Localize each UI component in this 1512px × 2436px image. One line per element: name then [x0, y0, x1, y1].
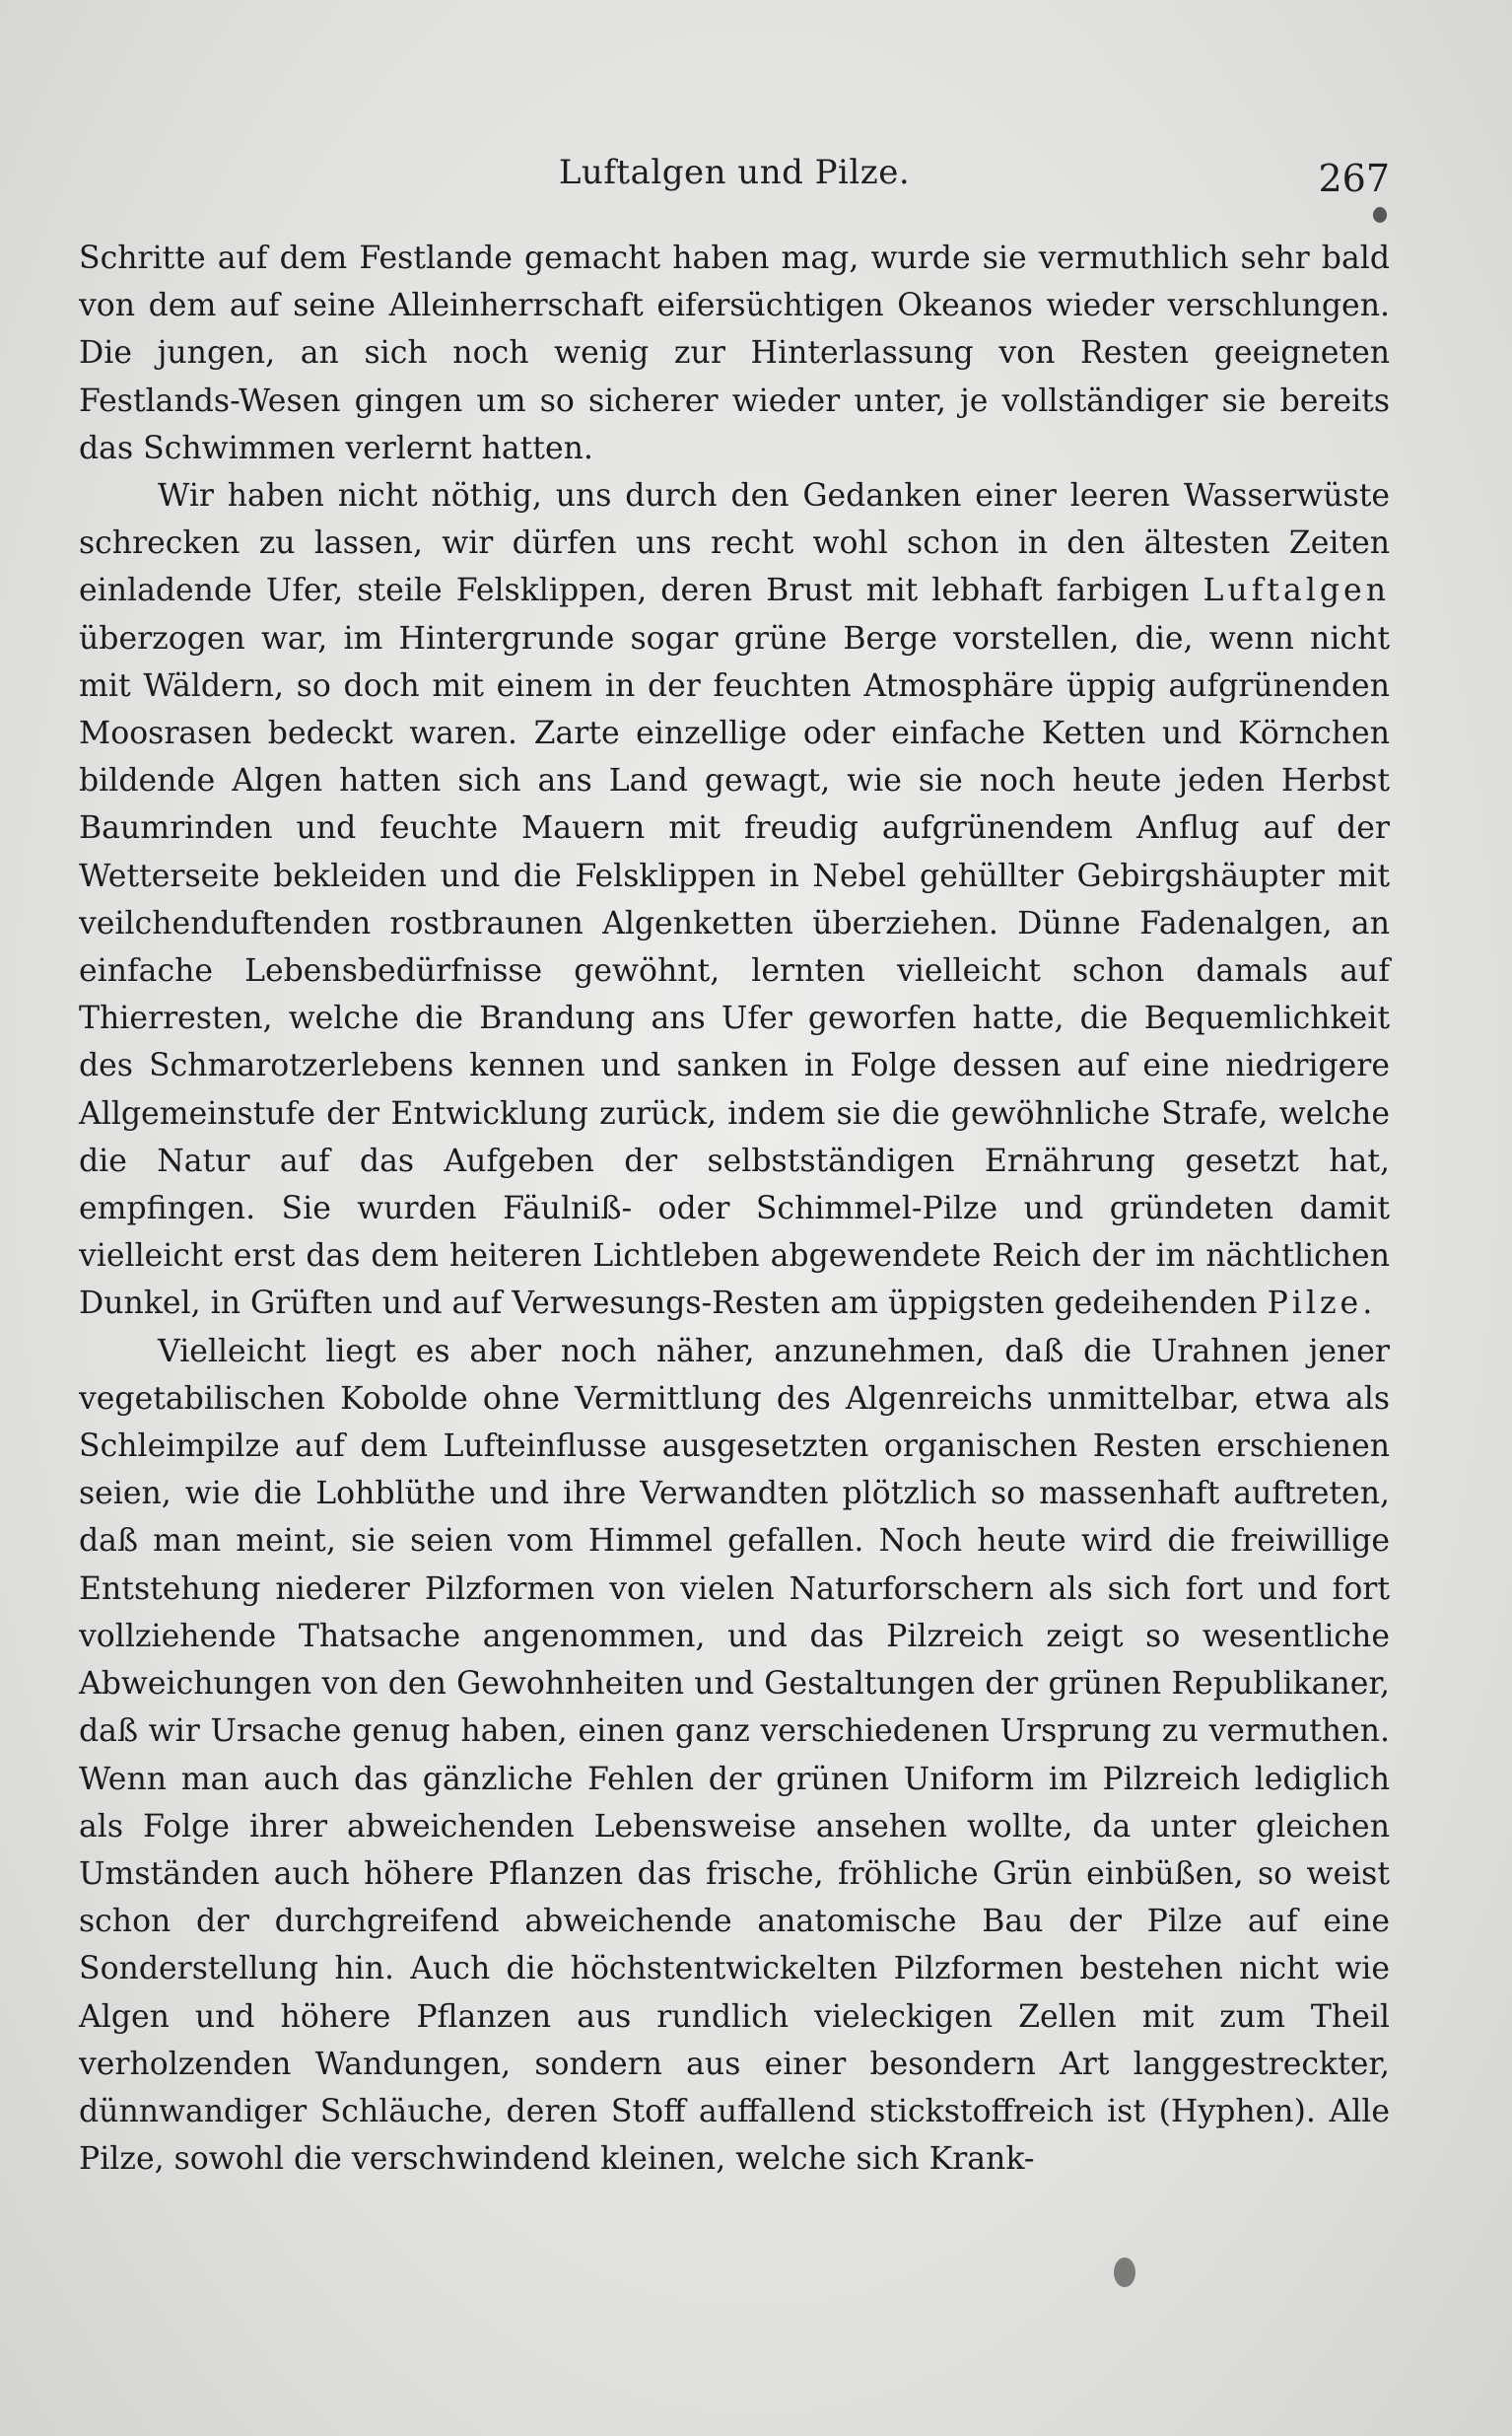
paragraph	[79, 1328, 1390, 2184]
paragraph-text: Schritte auf dem Festlande gemacht haben mag, wurde sie vermuthlich sehr bald von dem auf seine Alleinherrschaft eifersüchtigen Okeanos wieder verschlungen. Die jungen, an sich noch wenig zur Hinterlassung von Resten geeigneten Festlands-Wesen gingen um so sicherer wieder unter, je vollständiger sie bereits das Schwimmen verlernt hatten.	[79, 241, 1390, 466]
paragraph-text: Vielleicht liegt es aber noch näher, anzunehmen, daß die Urahnen jener vegetabilischen Kobolde ohne Vermittlung des Algenreichs unmittelbar, etwa als Schleimpilze auf dem Lufteinflusse ausgesetzten organischen Resten erschienen seien, wie die Lohblüthe und ihre Verwandten plötzlich so massenhaft auftreten, daß man meint, sie seien vom Himmel gefallen. Noch heute wird die freiwillige Entstehung niederer Pilzformen von vielen Naturforschern als sich fort und fort vollziehende Thatsache angenommen, und das Pilzreich zeigt so wesentliche Abweichungen von den Gewohnheiten und Gestaltungen der grünen Republikaner, daß wir Ursache genug haben, einen ganz verschiedenen Ursprung zu vermuthen. Wenn man auch das gänzliche Fehlen der grünen Uniform im Pilzreich lediglich als Folge ihrer abweichenden Lebensweise ansehen wollte, da unter gleichen Umständen auch höhere Pflanzen das frische, fröhliche Grün einbüßen, so weist schon der durchgreifend abweichende anatomische Bau der Pilze auf eine Sonderstellung hin. Auch die höchstentwickelten Pilzformen bestehen nicht wie Algen und höhere Pflanzen aus rundlich vieleckigen Zellen mit zum Theil verholzenden Wandungen, sondern aus einer besondern Art langgestreckter, dünnwandiger Schläuche, deren Stoff auffallend stickstoffreich ist (Hyphen). Alle Pilze, sowohl die verschwindend kleinen, welche sich Krank-	[79, 1333, 1390, 2178]
paragraph-text: überzogen war, im Hintergrunde sogar grüne Berge vorstellen, die, wenn nicht mit Wäldern, so doch mit einem in der feuchten Atmosphäre üppig aufgrünenden Moosrasen bedeckt waren. Zarte einzellige oder einfache Ketten und Körnchen bildende Algen hatten sich ans Land gewagt, wie sie noch heute jeden Herbst Baumrinden und feuchte Mauern mit freudig aufgrünendem Anflug auf der Wetterseite bekleiden und die Felsklippen in Nebel gehüllter Gebirgshäupter mit veilchenduftenden rostbraunen Algenketten überziehen. Dünne Fadenalgen, an einfache Lebensbedürfnisse gewöhnt, lernten vielleicht schon damals auf Thierresten, welche die Brandung ans Ufer geworfen hatte, die Bequemlichkeit des Schmarotzerlebens kennen und sanken in Folge dessen auf eine niedrigere Allgemeinstufe der Entwicklung zurück, indem sie die gewöhnliche Strafe, welche die Natur auf das Aufgeben der selbstständigen Ernährung gesetzt hat, empfingen. Sie wurden Fäulniß- oder Schimmel-Pilze und gründeten damit vielleicht erst das dem heiteren Lichtleben abgewendete Reich der im nächtlichen Dunkel, in Grüften und auf Verwesungs-Resten am üppigsten gedeihenden	[79, 620, 1390, 1322]
emphasized-term: Pilze	[1267, 1286, 1363, 1322]
body-text	[79, 235, 1390, 2183]
emphasized-term: Luftalgen	[1203, 573, 1390, 609]
paragraph-text: Wir haben nicht nöthig, uns durch den Gedanken einer leeren Wasserwüste schrecken zu lassen, wir dürfen uns recht wohl schon in den ältesten Zeiten einladende Ufer, steile Felsklippen, deren Brust mit lebhaft farbigen	[79, 478, 1390, 609]
paragraph	[79, 235, 1390, 472]
ink-speck	[1114, 2258, 1135, 2287]
paragraph-text: .	[1362, 1286, 1373, 1322]
running-title: Luftalgen und Pilze.	[558, 153, 911, 192]
page-number: 267	[1318, 157, 1390, 200]
paragraph	[79, 472, 1390, 1328]
ink-speck	[1373, 207, 1387, 223]
page-header	[79, 153, 1390, 212]
